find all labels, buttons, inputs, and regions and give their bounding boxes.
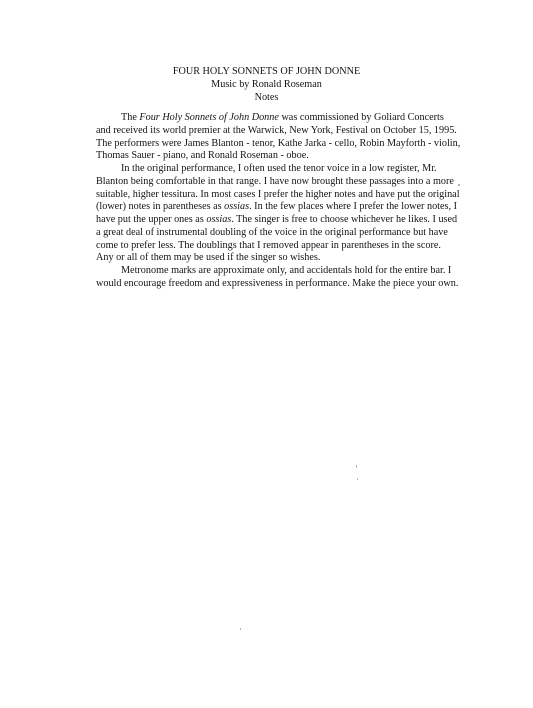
paragraph-2-line [96,201,533,214]
text-run: Metronome marks are approximate only, and accidentals hold for the entire bar. I [121,265,452,276]
text-run: suitable, higher tessitura. In most cases I prefer the higher notes and have put the original [96,188,460,200]
text-run: The [121,112,140,123]
paragraph-3-line [96,265,533,278]
paragraph-2-line [96,214,533,227]
italic-term: ossias [206,214,232,225]
text-run: In the original performance, I often used the tenor voice in a low register, Mr. [121,163,437,174]
text-run: . The singer is free to choose whichever he likes. I used [231,214,458,225]
document-title: FOUR HOLY SONNETS OF JOHN DONNE [172,66,361,77]
text-run: The performers were James Blanton - tenor, Kathe Jarka - cello, Robin Mayforth - violin, [96,137,461,149]
text-run: . In the few places where I prefer the lower notes, I [249,201,457,213]
text-run: was commissioned by Goliard Concerts [278,112,444,123]
text-run: and received its world premier at the Warwick, New York, Festival on October 15, 1995. [96,124,457,136]
scan-speck [356,465,357,468]
italic-term: Four Holy Sonnets of John Donne [139,112,279,123]
scan-speck [458,184,460,186]
paragraph-2-line [96,240,533,253]
text-run: would encourage freedom and expressiveness in performance. Make the piece your own. [96,277,459,289]
scan-speck [240,628,241,630]
text-run: come to prefer less. The doublings that I removed appear in parentheses in the score. [96,239,441,251]
scan-speck [357,478,358,480]
document-subtitle: Music by Ronald Roseman [211,78,322,90]
text-run: Blanton being comfortable in that range. I have now brought these passages into a more [96,175,454,187]
italic-term: ossias [224,201,250,213]
paragraph-2-line [96,252,533,265]
text-run: (lower) notes in parentheses as [96,201,225,213]
paragraph-1-line [96,112,533,125]
document-header [0,66,533,104]
text-run: Thomas Sauer - piano, and Ronald Roseman - oboe. [96,150,309,162]
notes-body [96,112,533,291]
paragraph-1-line [96,125,533,138]
text-run: have put the upper ones as [96,214,207,225]
paragraph-2-line [96,227,533,240]
paragraph-2-line [96,189,533,202]
section-heading: Notes [254,91,279,103]
paragraph-3-line [96,278,533,291]
paragraph-1-line [96,150,533,163]
text-run: Any or all of them may be used if the singer so wishes. [96,252,321,264]
text-run: a great deal of instrumental doubling of the voice in the original performance but have [96,226,448,238]
paragraph-1-line [96,138,533,151]
paragraph-2-line [96,163,533,176]
paragraph-2-line [96,176,533,189]
